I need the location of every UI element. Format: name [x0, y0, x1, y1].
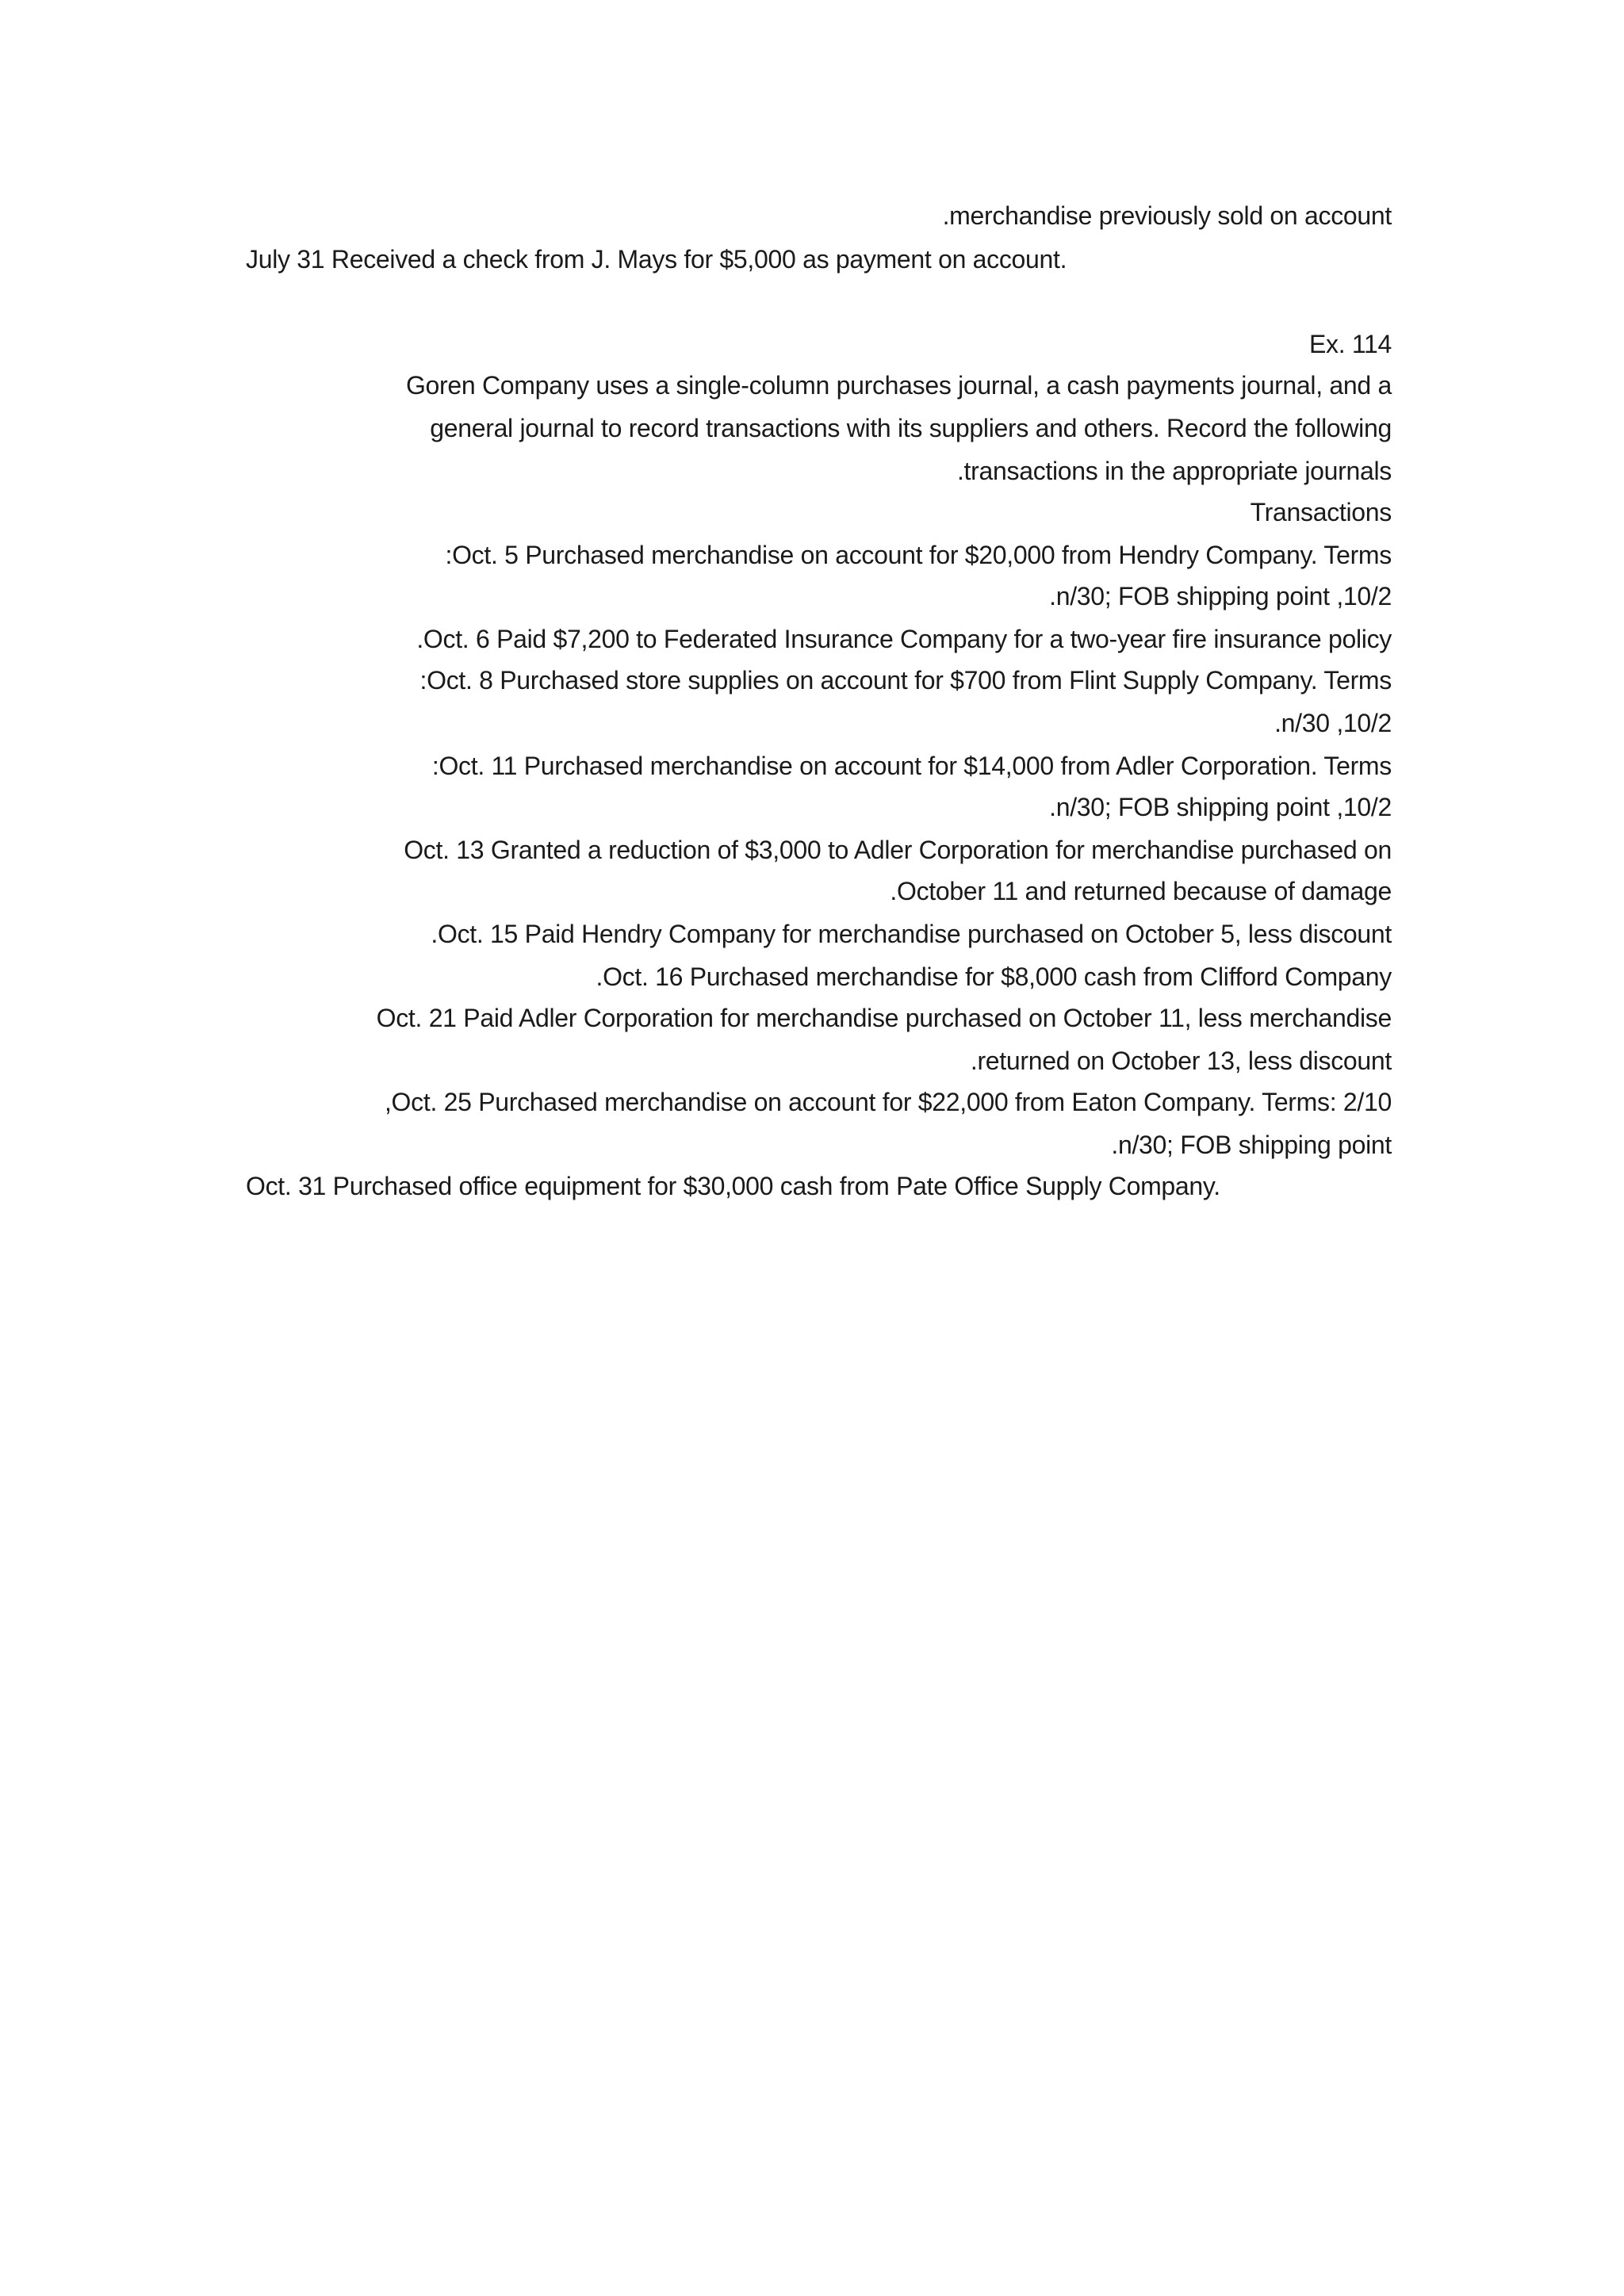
transaction-line: .n/30; FOB shipping point ,10/2 [1049, 793, 1392, 821]
prev-line-1: .merchandise previously sold on account [942, 201, 1392, 230]
transaction-line: .October 11 and returned because of damage [890, 877, 1392, 905]
transaction-line: Oct. 13 Granted a reduction of $3,000 to Adler Corporation for merchandise purchased on [404, 836, 1392, 864]
transaction-line: .Oct. 15 Paid Hendry Company for merchandise purchased on October 5, less discount [431, 920, 1392, 948]
instruction-line-1: Goren Company uses a single-column purchases journal, a cash payments journal, and a [405, 371, 1392, 400]
transaction-line-last: Oct. 31 Purchased office equipment for $30,000 cash from Pate Office Supply Company. [246, 1172, 1220, 1200]
transaction-line: .Oct. 6 Paid $7,200 to Federated Insurance Company for a two-year fire insurance policy [416, 625, 1392, 653]
transactions-heading: Transactions [1250, 498, 1392, 526]
transaction-line: :Oct. 8 Purchased store supplies on account for $700 from Flint Supply Company. Terms [419, 666, 1392, 695]
transaction-line: .n/30 ,10/2 [1274, 709, 1392, 737]
transaction-line: :Oct. 5 Purchased merchandise on account for $20,000 from Hendry Company. Terms [445, 541, 1392, 569]
transaction-line: .n/30; FOB shipping point [1111, 1131, 1392, 1159]
transaction-line: .Oct. 16 Purchased merchandise for $8,000 cash from Clifford Company [596, 962, 1392, 991]
transaction-line: .n/30; FOB shipping point ,10/2 [1049, 582, 1392, 610]
prev-line-2: July 31 Received a check from J. Mays for $5,000 as payment on account. [246, 245, 1067, 274]
transaction-line: Oct. 21 Paid Adler Corporation for merchandise purchased on October 11, less merchandise [376, 1004, 1392, 1032]
transaction-line: ,Oct. 25 Purchased merchandise on account for $22,000 from Eaton Company. Terms: 2/10 [384, 1088, 1392, 1116]
instruction-line-3: .transactions in the appropriate journals [956, 457, 1392, 485]
exercise-label: Ex. 114 [1308, 330, 1392, 358]
transaction-line: :Oct. 11 Purchased merchandise on account for $14,000 from Adler Corporation. Terms [431, 752, 1392, 780]
transaction-line: .returned on October 13, less discount [970, 1047, 1392, 1075]
instruction-line-2: general journal to record transactions with its suppliers and others. Record the following [430, 414, 1392, 442]
